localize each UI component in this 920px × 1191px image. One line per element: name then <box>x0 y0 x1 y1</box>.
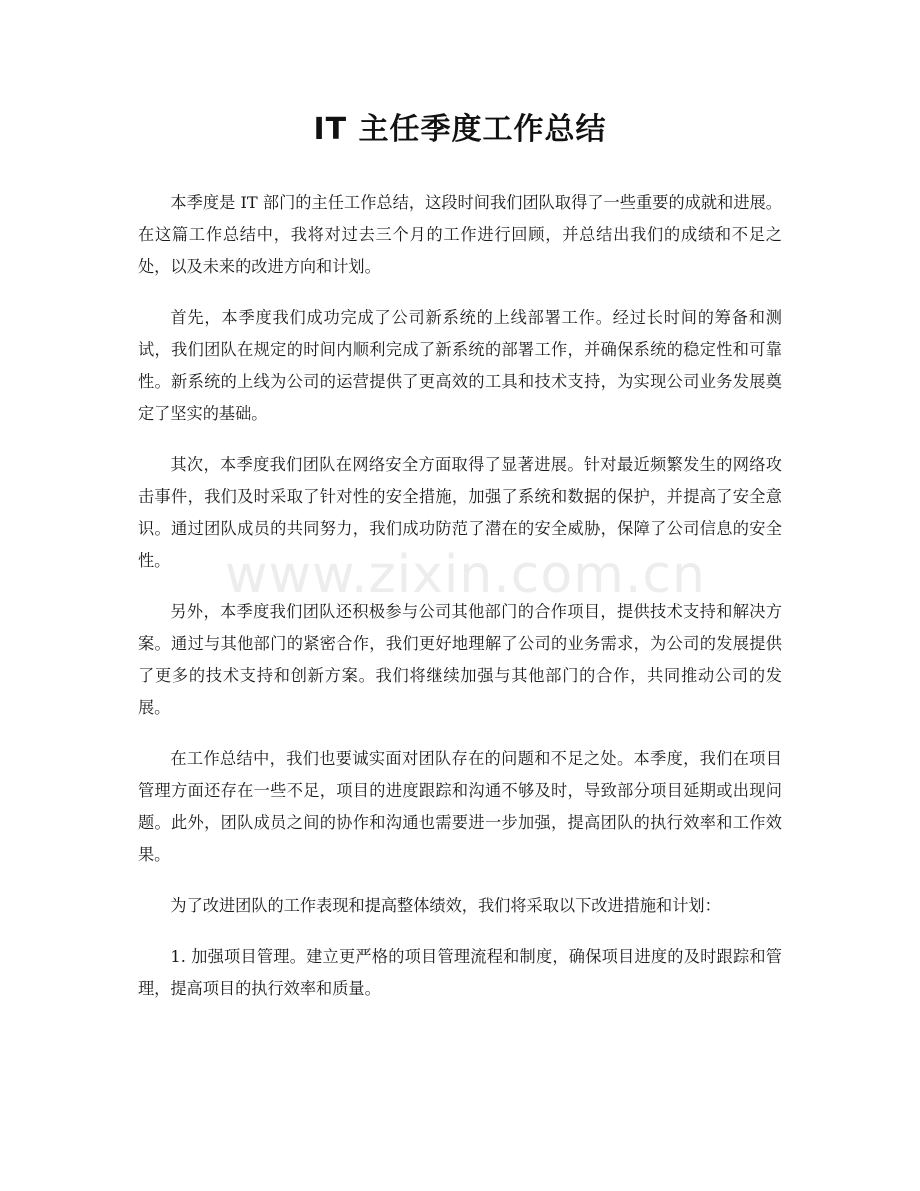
paragraph-4: 另外，本季度我们团队还积极参与公司其他部门的合作项目，提供技术支持和解决方案。通过与其他部门的紧密合作，我们更好地理解了公司的业务需求，为公司的发展提供了更多的技术支持和创新方案。我们将继续加强与其他部门的合作，共同推动公司的发展。 <box>138 602 782 717</box>
paragraph-2: 首先，本季度我们成功完成了公司新系统的上线部署工作。经过长时间的筹备和测试，我们团队在规定的时间内顺利完成了新系统的部署工作，并确保系统的稳定性和可靠性。新系统的上线为公司的运营提供了更高效的工具和技术支持，为实现公司业务发展奠定了坚实的基础。 <box>138 308 782 423</box>
document-body <box>138 187 782 1005</box>
watermark: www.zixin.com.cn <box>225 545 706 605</box>
paragraph-6: 为了改进团队的工作表现和提高整体绩效，我们将采取以下改进措施和计划： <box>170 896 721 915</box>
paragraph-1: 本季度是 IT 部门的主任工作总结，这段时间我们团队取得了一些重要的成就和进展。在这篇工作总结中，我将对过去三个月的工作进行回顾，并总结出我们的成绩和不足之处，以及未来的改进方向和计划。 <box>138 193 782 276</box>
list-item-1: 1. 加强项目管理。建立更严格的项目管理流程和制度，确保项目进度的及时跟踪和管理，提高项目的执行效率和质量。 <box>138 947 782 998</box>
paragraph-5: 在工作总结中，我们也要诚实面对团队存在的问题和不足之处。本季度，我们在项目管理方面还存在一些不足，项目的进度跟踪和沟通不够及时，导致部分项目延期或出现问题。此外，团队成员之间的协作和沟通也需要进一步加强，提高团队的执行效率和工作效果。 <box>138 749 782 864</box>
document-title: IT 主任季度工作总结 <box>313 112 607 147</box>
paragraph-3: 其次，本季度我们团队在网络安全方面取得了显著进展。针对最近频繁发生的网络攻击事件，我们及时采取了针对性的安全措施，加强了系统和数据的保护，并提高了安全意识。通过团队成员的共同努力，我们成功防范了潜在的安全威胁，保障了公司信息的安全性。 <box>138 455 782 570</box>
